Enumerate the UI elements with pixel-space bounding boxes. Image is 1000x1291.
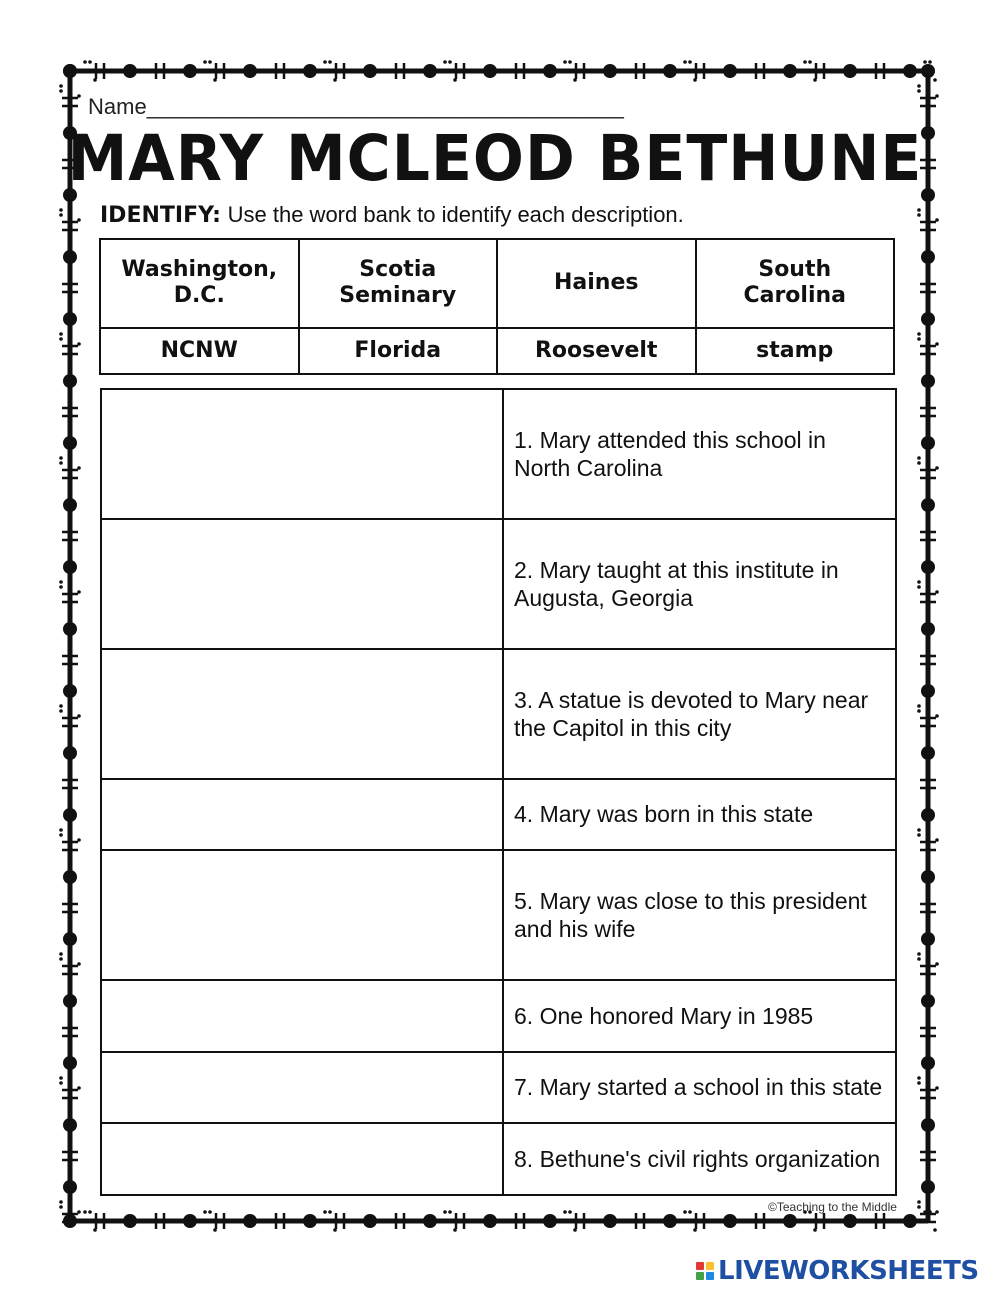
border-segment bbox=[917, 332, 921, 336]
border-segment bbox=[933, 78, 937, 82]
border-segment bbox=[928, 60, 932, 64]
border-segment bbox=[443, 60, 447, 64]
border-segment bbox=[323, 1210, 327, 1214]
answer-box-5[interactable] bbox=[101, 850, 503, 980]
border-segment bbox=[77, 590, 81, 594]
question-row bbox=[101, 850, 896, 980]
instructions-label: IDENTIFY: bbox=[100, 203, 221, 228]
border-segment bbox=[935, 1210, 939, 1214]
border-segment bbox=[917, 208, 921, 212]
border-segment bbox=[723, 64, 737, 78]
border-segment bbox=[443, 1210, 447, 1214]
border-segment bbox=[363, 64, 377, 78]
answer-input-5[interactable] bbox=[103, 876, 473, 954]
question-text-4: 4. Mary was born in this state bbox=[503, 779, 896, 851]
border-segment bbox=[935, 342, 939, 346]
border-segment bbox=[59, 1205, 63, 1209]
border-segment bbox=[921, 498, 935, 512]
border-segment bbox=[923, 60, 927, 64]
border-segment bbox=[63, 684, 77, 698]
border-segment bbox=[243, 64, 257, 78]
border-segment bbox=[453, 1228, 457, 1232]
question-row bbox=[101, 1052, 896, 1124]
border-segment bbox=[59, 828, 63, 832]
border-segment bbox=[323, 60, 327, 64]
border-segment bbox=[693, 1228, 697, 1232]
border-segment bbox=[88, 60, 92, 64]
border-segment bbox=[483, 64, 497, 78]
word-bank-item: Florida bbox=[299, 328, 498, 374]
word-bank-item: NCNW bbox=[100, 328, 299, 374]
border-segment bbox=[917, 461, 921, 465]
border-segment bbox=[933, 1228, 937, 1232]
border-segment bbox=[77, 466, 81, 470]
border-segment bbox=[921, 808, 935, 822]
border-segment bbox=[59, 1200, 63, 1204]
border-segment bbox=[63, 622, 77, 636]
border-segment bbox=[453, 78, 457, 82]
border-segment bbox=[935, 714, 939, 718]
border-segment bbox=[917, 89, 921, 93]
border-segment bbox=[935, 1086, 939, 1090]
border-segment bbox=[921, 1180, 935, 1194]
border-segment bbox=[921, 250, 935, 264]
answer-box-8[interactable] bbox=[101, 1123, 503, 1195]
border-segment bbox=[328, 60, 332, 64]
border-segment bbox=[77, 1086, 81, 1090]
border-segment bbox=[783, 64, 797, 78]
border-segment bbox=[813, 1228, 817, 1232]
border-segment bbox=[77, 94, 81, 98]
answer-box-6[interactable] bbox=[101, 980, 503, 1052]
word-bank-item: South Carolina bbox=[696, 239, 895, 328]
border-segment bbox=[917, 957, 921, 961]
border-segment bbox=[813, 78, 817, 82]
border-segment bbox=[808, 60, 812, 64]
border-segment bbox=[723, 1214, 737, 1228]
logo-block bbox=[706, 1272, 714, 1280]
border-segment bbox=[917, 833, 921, 837]
border-segment bbox=[921, 1118, 935, 1132]
border-segment bbox=[917, 1205, 921, 1209]
border-segment bbox=[688, 60, 692, 64]
answer-box-7[interactable] bbox=[101, 1052, 503, 1124]
border-segment bbox=[63, 250, 77, 264]
border-segment bbox=[59, 461, 63, 465]
logo-block bbox=[706, 1262, 714, 1270]
logo-block bbox=[696, 1262, 704, 1270]
border-segment bbox=[921, 374, 935, 388]
border-segment bbox=[935, 962, 939, 966]
copyright-note: ©Teaching to the Middle bbox=[768, 1200, 897, 1214]
border-segment bbox=[303, 1214, 317, 1228]
question-row bbox=[101, 519, 896, 649]
border-segment bbox=[88, 1210, 92, 1214]
border-segment bbox=[917, 828, 921, 832]
border-segment bbox=[59, 456, 63, 460]
border-segment bbox=[208, 60, 212, 64]
border-segment bbox=[917, 709, 921, 713]
border-segment bbox=[448, 60, 452, 64]
border-segment bbox=[63, 870, 77, 884]
border-segment bbox=[59, 332, 63, 336]
border-segment bbox=[917, 337, 921, 341]
border-segment bbox=[423, 1214, 437, 1228]
question-text-5: 5. Mary was close to this president and his wife bbox=[503, 850, 896, 980]
border-segment bbox=[63, 560, 77, 574]
border-segment bbox=[63, 1056, 77, 1070]
border-segment bbox=[63, 498, 77, 512]
border-segment bbox=[59, 89, 63, 93]
border-segment bbox=[603, 1214, 617, 1228]
border-segment bbox=[63, 374, 77, 388]
logo-text: LIVEWORKSHEETS bbox=[718, 1256, 979, 1286]
border-segment bbox=[213, 1228, 217, 1232]
border-segment bbox=[935, 838, 939, 842]
border-segment bbox=[333, 1228, 337, 1232]
border-segment bbox=[59, 704, 63, 708]
border-segment bbox=[59, 208, 63, 212]
word-bank-item: stamp bbox=[696, 328, 895, 374]
border-segment bbox=[328, 1210, 332, 1214]
border-segment bbox=[93, 78, 97, 82]
word-bank-row bbox=[100, 239, 894, 328]
border-segment bbox=[917, 952, 921, 956]
border-segment bbox=[783, 1214, 797, 1228]
border-segment bbox=[543, 64, 557, 78]
border-segment bbox=[203, 60, 207, 64]
border-segment bbox=[123, 64, 137, 78]
border-segment bbox=[921, 746, 935, 760]
border-segment bbox=[663, 1214, 677, 1228]
border-segment bbox=[77, 714, 81, 718]
border-segment bbox=[563, 60, 567, 64]
border-segment bbox=[83, 60, 87, 64]
question-row bbox=[101, 779, 896, 851]
border-segment bbox=[683, 1210, 687, 1214]
border-segment bbox=[59, 213, 63, 217]
border-segment bbox=[59, 1076, 63, 1080]
border-segment bbox=[123, 1214, 137, 1228]
border-segment bbox=[921, 436, 935, 450]
border-segment bbox=[921, 1056, 935, 1070]
name-field bbox=[88, 94, 624, 120]
border-segment bbox=[59, 957, 63, 961]
question-text-1: 1. Mary attended this school in North Carolina bbox=[503, 389, 896, 519]
border-segment bbox=[921, 622, 935, 636]
border-segment bbox=[59, 833, 63, 837]
liveworksheets-logo[interactable] bbox=[696, 1256, 979, 1286]
name-underline: _______________________________________ bbox=[146, 94, 624, 119]
word-bank-row bbox=[100, 328, 894, 374]
border-segment bbox=[917, 456, 921, 460]
border-segment bbox=[921, 64, 935, 78]
border-segment bbox=[935, 590, 939, 594]
border-segment bbox=[208, 1210, 212, 1214]
border-segment bbox=[903, 64, 917, 78]
border-segment bbox=[333, 78, 337, 82]
page-title: MARY MCLEOD BETHUNE bbox=[67, 122, 923, 196]
border-segment bbox=[448, 1210, 452, 1214]
border-segment bbox=[59, 1081, 63, 1085]
answer-box-1[interactable] bbox=[101, 389, 503, 519]
border-segment bbox=[213, 78, 217, 82]
border-segment bbox=[63, 1118, 77, 1132]
answer-input-2[interactable] bbox=[103, 545, 473, 623]
answer-box-4[interactable] bbox=[101, 779, 503, 851]
question-text-3: 3. A statue is devoted to Mary near the Capitol in this city bbox=[503, 649, 896, 779]
border-segment bbox=[568, 1210, 572, 1214]
answer-box-2[interactable] bbox=[101, 519, 503, 649]
question-row bbox=[101, 980, 896, 1052]
logo-block bbox=[696, 1272, 704, 1280]
border-segment bbox=[243, 1214, 257, 1228]
border-segment bbox=[917, 1076, 921, 1080]
border-segment bbox=[663, 64, 677, 78]
border-segment bbox=[921, 994, 935, 1008]
border-segment bbox=[363, 1214, 377, 1228]
question-text-7: 7. Mary started a school in this state bbox=[503, 1052, 896, 1124]
word-bank-item: Haines bbox=[497, 239, 696, 328]
border-segment bbox=[63, 746, 77, 760]
border-segment bbox=[568, 60, 572, 64]
border-segment bbox=[83, 1210, 87, 1214]
border-segment bbox=[688, 1210, 692, 1214]
border-segment bbox=[63, 64, 77, 78]
border-segment bbox=[917, 580, 921, 584]
border-segment bbox=[59, 84, 63, 88]
question-row bbox=[101, 1123, 896, 1195]
question-text-2: 2. Mary taught at this institute in Augusta, Georgia bbox=[503, 519, 896, 649]
answer-input-8[interactable] bbox=[103, 1138, 473, 1181]
border-segment bbox=[917, 704, 921, 708]
border-segment bbox=[921, 684, 935, 698]
border-segment bbox=[63, 312, 77, 326]
border-segment bbox=[59, 952, 63, 956]
border-segment bbox=[843, 1214, 857, 1228]
border-segment bbox=[59, 337, 63, 341]
word-bank-item: Washington, D.C. bbox=[100, 239, 299, 328]
border-segment bbox=[183, 1214, 197, 1228]
answer-input-3[interactable] bbox=[103, 675, 473, 753]
border-segment bbox=[59, 585, 63, 589]
border-segment bbox=[59, 709, 63, 713]
border-segment bbox=[63, 932, 77, 946]
name-label: Name bbox=[88, 94, 147, 119]
border-segment bbox=[59, 580, 63, 584]
border-segment bbox=[63, 1180, 77, 1194]
border-segment bbox=[203, 1210, 207, 1214]
question-table bbox=[100, 388, 897, 1196]
question-text-8: 8. Bethune's civil rights organization bbox=[503, 1123, 896, 1195]
word-bank-item: Scotia Seminary bbox=[299, 239, 498, 328]
border-segment bbox=[935, 466, 939, 470]
border-segment bbox=[917, 585, 921, 589]
border-segment bbox=[77, 342, 81, 346]
border-segment bbox=[303, 64, 317, 78]
border-segment bbox=[917, 213, 921, 217]
border-segment bbox=[843, 64, 857, 78]
word-bank-item: Roosevelt bbox=[497, 328, 696, 374]
border-segment bbox=[483, 1214, 497, 1228]
border-segment bbox=[803, 60, 807, 64]
border-segment bbox=[63, 436, 77, 450]
border-segment bbox=[563, 1210, 567, 1214]
answer-input-1[interactable] bbox=[103, 415, 473, 493]
question-text-6: 6. One honored Mary in 1985 bbox=[503, 980, 896, 1052]
answer-input-6[interactable] bbox=[103, 995, 473, 1038]
answer-box-3[interactable] bbox=[101, 649, 503, 779]
instructions bbox=[100, 202, 684, 228]
border-segment bbox=[423, 64, 437, 78]
border-segment bbox=[921, 560, 935, 574]
border-segment bbox=[63, 808, 77, 822]
border-segment bbox=[921, 932, 935, 946]
border-segment bbox=[693, 78, 697, 82]
border-segment bbox=[77, 838, 81, 842]
border-segment bbox=[603, 64, 617, 78]
border-segment bbox=[573, 78, 577, 82]
word-bank bbox=[99, 238, 895, 375]
border-segment bbox=[93, 1228, 97, 1232]
question-row bbox=[101, 649, 896, 779]
border-segment bbox=[63, 994, 77, 1008]
border-segment bbox=[683, 60, 687, 64]
border-segment bbox=[917, 1081, 921, 1085]
border-segment bbox=[183, 64, 197, 78]
border-segment bbox=[903, 1214, 917, 1228]
border-segment bbox=[573, 1228, 577, 1232]
border-segment bbox=[921, 312, 935, 326]
border-segment bbox=[921, 870, 935, 884]
question-row bbox=[101, 389, 896, 519]
answer-input-7[interactable] bbox=[103, 1066, 473, 1109]
border-segment bbox=[77, 218, 81, 222]
border-segment bbox=[917, 84, 921, 88]
border-segment bbox=[543, 1214, 557, 1228]
border-segment bbox=[935, 94, 939, 98]
border-segment bbox=[77, 962, 81, 966]
logo-blocks-icon bbox=[696, 1262, 714, 1280]
answer-input-4[interactable] bbox=[103, 793, 473, 836]
border-segment bbox=[935, 218, 939, 222]
border-segment bbox=[917, 1200, 921, 1204]
instructions-text: Use the word bank to identify each description. bbox=[227, 202, 684, 227]
border-segment bbox=[77, 1210, 81, 1214]
